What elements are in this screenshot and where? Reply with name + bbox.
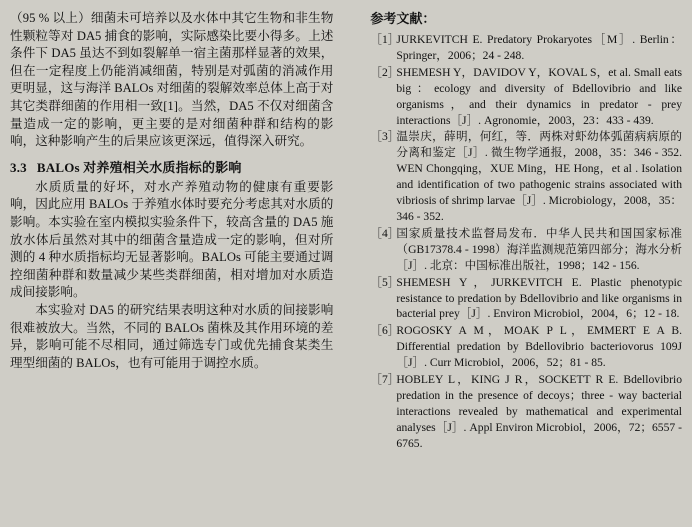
reference-text: SHEMESH Y，DAVIDOV Y，KOVAL S，et al. Small eats big：ecology and diversity of Bdellovibrio and like organisms，and their dynamics in predator - prey interactions［J］. Agronomie，2003，23：433 - 439. (396, 65, 682, 127)
section-heading (10, 159, 333, 177)
column-divider (351, 8, 352, 521)
reference-item (370, 372, 682, 452)
reference-number: ［5］ (370, 275, 400, 289)
references-list (370, 32, 682, 452)
reference-number: ［1］ (370, 33, 400, 46)
reference-text: 温崇庆，薛明，何红，等．两株对虾幼体弧菌病病原的分离和鉴定［J］. 微生物学通报，2008，35：346 - 352. WEN Chongqing，XUE Ming，HE Hong，et al . Isolation and identification of two pathogenic strains associated with vibriosis of shrimp larvae［J］. Microbiology，2008，35：346 - 352. (396, 130, 683, 223)
section-paragraph-1: 水质质量的好坏，对水产养殖动物的健康有重要影响，因此应用 BALOs 于养殖水体时要充分考虑其对水质的影响。本实验在室内模拟实验条件下，较高含量的 DA5 施放水体后虽然对其中的细菌含量造成一定的影响，但对所测的 4 种水质指标均无显著影响。BALOs 可能主要通过调控细菌种群和数量减少某些类群细菌，相对增加对水质造成间接影响。 (10, 179, 334, 300)
reference-item (370, 65, 682, 129)
reference-text: 国家质量技术监督局发布．中华人民共和国国家标准（GB17378.4 - 1998）海洋监测规范第四部分；海水分析［J］. 北京：中国标准出版社，1998；142 - 156. (396, 226, 682, 272)
reference-number: ［4］ (370, 226, 400, 240)
reference-text: HOBLEY L，KING J R，SOCKETT R E. Bdellovibrio predation in the presence of decoys；three - way bacterial interactions revealed by mathematical and experimental analyses［J］. Appl Environ Microbiol，2006，72；6557 - 6765. (396, 373, 682, 450)
reference-item (370, 129, 682, 224)
paragraph-continued: （95 % 以上）细菌未可培养以及水体中其它生物和非生物性颗粒等对 DA5 捕食的影响，实际感染比要小得多。上述条件下 DA5 虽达不到如裂解单一宿主菌那样显著的效果，但在一定程度上仍能消减细菌，特别是对弧菌的消减作用更明显，这与海洋 BALOs 对细菌的裂解效率总体上高于对其它类群细菌的作用相一致[1]。当然，DA5 不仅对细菌含量造成一定的影响，更主要的是对细菌种群和结构的影响，这种影响产生的后果应该更深远，值得深入研究。 (10, 11, 334, 149)
reference-item (370, 323, 682, 371)
section-title: BALOs 对养殖相关水质指标的影响 (36, 159, 242, 175)
reference-number: ［7］ (370, 373, 400, 387)
reference-text: SHEMESH Y，JURKEVITCH E. Plastic phenotypic resistance to predation by Bdellovibrio and like organisms in bacterial prey［J］. Environ Microbiol，2004，6；12 - 18. (396, 275, 682, 321)
section-paragraph-2: 本实验对 DA5 的研究结果表明这种对水质的间接影响很难被放大。当然，不同的 BALOs 菌株及其作用环境的差异，影响可能不尽相同，通过筛选专门或优先捕食某类生理型细菌的 BALOs，也有可能用于调控水质。 (10, 302, 334, 370)
section-number: 3.3 (10, 159, 27, 175)
right-column (370, 8, 682, 521)
reference-number: ［2］ (370, 65, 400, 79)
reference-item (370, 32, 682, 64)
reference-text: JURKEVITCH E. Predatory Prokaryotes［M］. Berlin：Springer，2006；24 - 248. (396, 33, 682, 62)
left-column (10, 8, 333, 521)
reference-text: ROGOSKY A M，MOAK P L，EMMERT E A B. Differential predation by Bdellovibrio bacteriovorus 109J［J］. Curr Microbiol，2006，52；81 - 85. (396, 324, 682, 370)
reference-number: ［6］ (370, 324, 400, 338)
reference-item (370, 226, 682, 274)
references-heading: 参考文献： (370, 11, 436, 26)
reference-item (370, 275, 682, 323)
reference-number: ［3］ (370, 130, 400, 144)
